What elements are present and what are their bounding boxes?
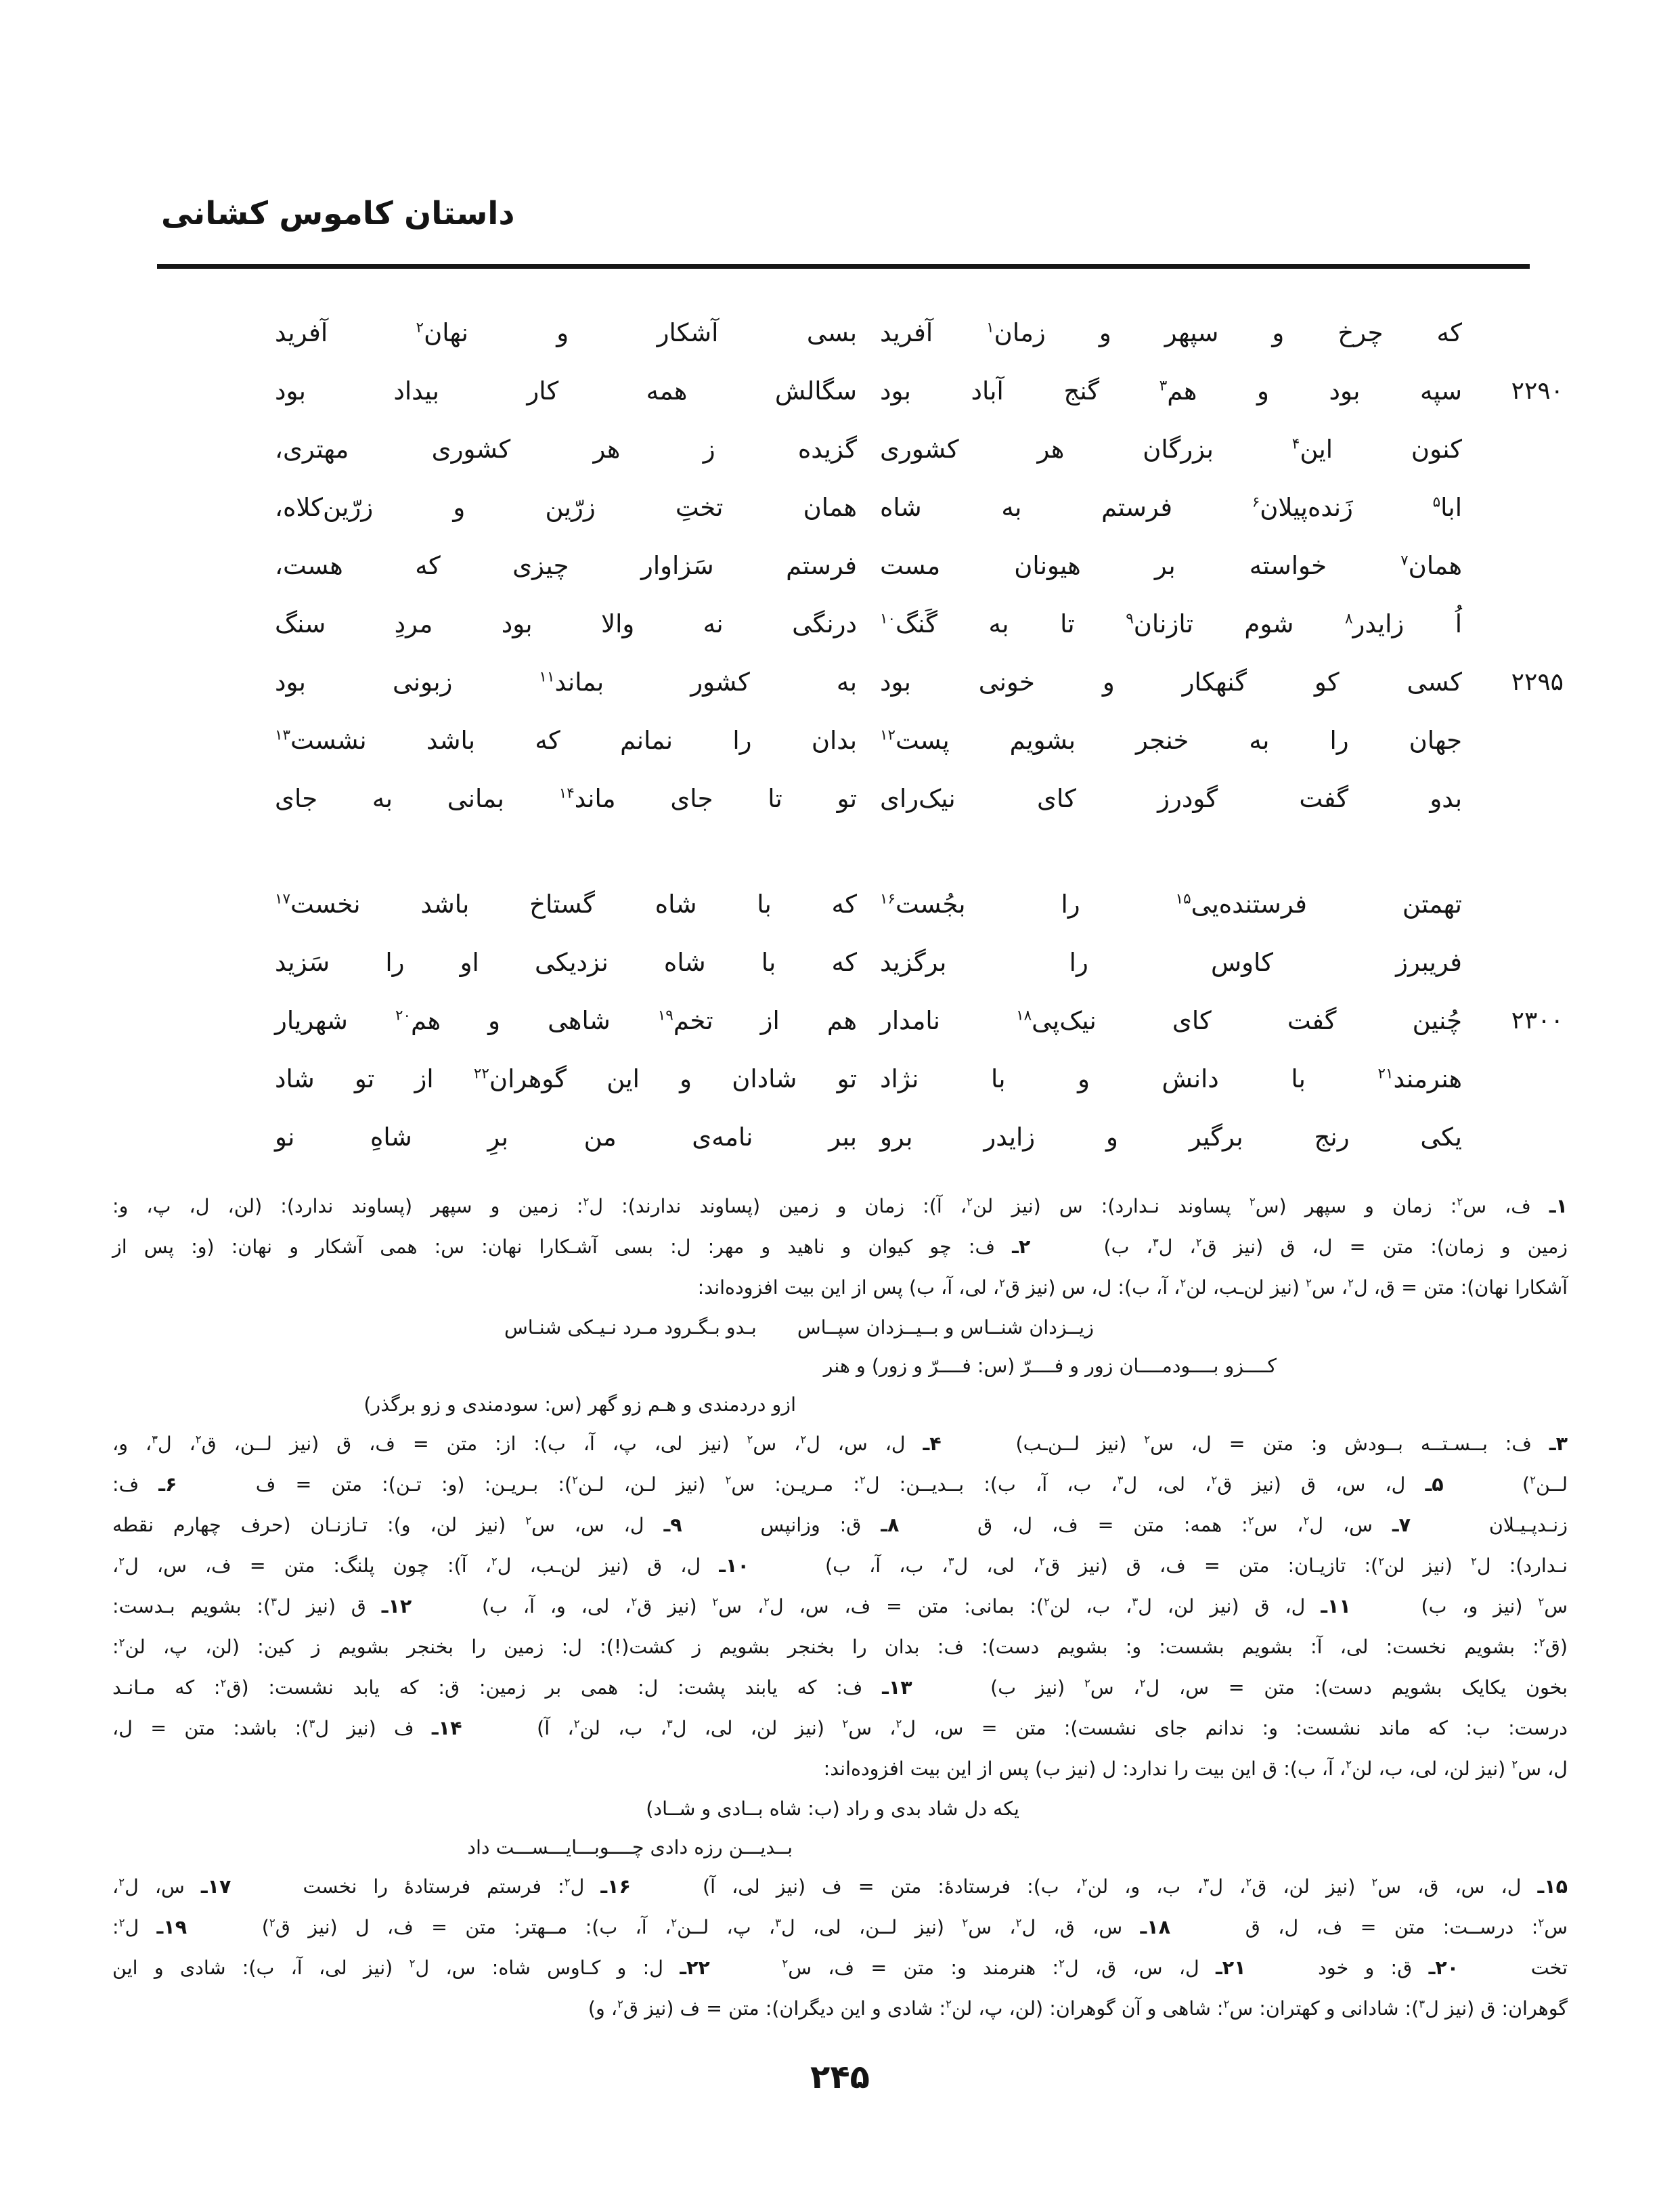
verse-row [264,478,1564,536]
hemistich-left: فرستم سَزاوار چیزی که هست، [275,550,857,580]
footnote-line: س$^۲$ (نیز و، ب) ۱۱ـ ل، ق (نیز لن، ل$^۳$، ب، لن$^۲$): بمانی: متن = ف، س، ل$^۲$، س$^۲$ (نیز ق$^۲$، لی، و، آ، ب) ۱۲ـ ق (نیز ل$^۳$): بشویم بـدست: [112,1595,1568,1617]
verse-row [264,711,1564,769]
footnote-line: درست: ب: که ماند نشست: و: ندانم جای نشست): متن = س، ل$^۲$، س$^۲$ (نیز لن، لی، ل$^۳$، ب، لن$^۲$، آ) ۱۴ـ ف (نیز ل$^۳$): باشد: متن = ل، [112,1717,1568,1739]
verse-row [264,420,1564,478]
verse-row [264,536,1564,594]
verse-row [264,362,1564,420]
poem [264,303,1564,1166]
footnote-line: ۱۵ـ ل، س، ق، س$^۲$ (نیز لن، ق$^۲$، ل$^۳$، ب، و، لن$^۲$، ب): فرستادهٔ: متن = ف (نیز لی، آ) ۱۶ـ ل$^۲$: فرستم فرستادهٔ را نخست ۱۷ـ س، ل$^۲$، [112,1875,1568,1898]
verse-row [264,769,1564,827]
verse-row [264,594,1564,653]
hemistich-right: بدو گفت گودرز کای نیک‌رای [880,783,1462,813]
hemistich-left: به کشور بماند$^{۱۱}$ زبونی بود [275,667,857,697]
apparatus-added-verse: ازو دردمندی و هـم زو گهر (س: سودمندی و زو برگذر) [363,1393,796,1416]
footnote-line: ۳ـ ف: بــسـتــه بــودش و: متن = ل، س$^۲$ (نیز لــن‌ـب) ۴ـ ل، س، ل$^۲$، س$^۲$ (نیز لی، پ، آ، ب): از: متن = ف، ق (نیز لــن، ق$^۲$، ل$^۳$، و، [112,1433,1568,1455]
verse-row [264,1108,1564,1166]
footnote-line: ۱ـ ف، س$^۲$: زمان و سپهر (س$^۲$ پساوند نـدارد): س (نیز لن$^۲$، آ): زمان و زمین (پساوند ندارند): ل$^۲$: زمین و سپهر (پساوند ندارد): (لن، ل، پ، و: [112,1195,1568,1217]
verse-number: ۲۲۹۵ [1511,668,1564,696]
hemistich-left: که با شاه گستاخ باشد نخست$^{۱۷}$ [275,889,857,919]
apparatus-hemistich-right: زیــزدان شنــاس و بــیــزدان سپــاس [797,1316,1094,1338]
footnote-line: آشکارا نهان): متن = ق، ل$^۲$، س$^۲$ (نیز لن‌ـب، لن$^۲$، آ، ب): ل، س (نیز ق$^۲$، لی، آ، ب) پس از این بیت افزوده‌اند: [697,1276,1568,1299]
critical-apparatus [112,1186,1568,2029]
hemistich-left: گزیده ز هر کشوری مهتری، [275,434,857,464]
hemistich-right: اُ زایدر$^۸$ شوم تازنان$^۹$ تا به گَنگ$^{۱۰}$ [880,609,1463,638]
hemistich-right: جهان را به خنجر بشویم پست$^{۱۲}$ [880,725,1462,755]
verse-row [264,1049,1564,1108]
hemistich-left: هم از تخم$^{۱۹}$ شاهی و هم$^{۲۰}$ شهریار [275,1005,857,1035]
footnote-line: گوهران: ق (نیز ل$^۳$): شادانی و کهتران: س$^۲$: شاهی و آن گوهران: (لن، پ، لن$^۲$: شادی و این دیگران): متن = ف (نیز ق$^۲$، و) [588,1997,1568,2020]
verse-row [264,875,1564,933]
hemistich-left: ببر نامه‌ی من برِ شاهِ نو [275,1122,857,1152]
footnote-line: س$^۲$: درســت: متن = ف، ل، ق ۱۸ـ س، ق، ل$^۲$، س$^۲$ (نیز لــن، لی، ل$^۳$، پ، لــن$^۲$، آ، ب): مــهتر: متن = ف، ل (نیز ق$^۲$) ۱۹ـ ل$^۲$: [112,1916,1568,1938]
footnote-line: بخون یکایک بشویم دست): متن = س، ل$^۲$، س$^۲$ (نیز ب) ۱۳ـ ف: که یابند پشت: ل: همی بر زمین: ق: که یابد نشست: (ق$^۲$: که مـانـد [112,1676,1568,1699]
hemistich-right: یکی رنج برگیر و زایدر برو [880,1122,1462,1152]
stanza [264,875,1564,1166]
verse-row [264,303,1564,362]
hemistich-right: که چرخ و سپهر و زمان$^۱$ آفرید [880,318,1462,347]
hemistich-right: هنرمند$^{۲۱}$ با دانش و با نژاد [880,1064,1462,1093]
page-number: ۲۴۵ [810,2058,870,2096]
hemistich-left: که با شاه نزدیکی او را سَزید [275,947,857,977]
hemistich-left: تو تا جای ماند$^{۱۴}$ بمانی به جای [275,783,858,813]
hemistich-left: بسی آشکار و نهان$^۲$ آفرید [275,318,857,347]
header-rule [157,264,1530,269]
footnote-line: ل، س$^۲$ (نیز لن، لی، ب، لن$^۲$، آ، ب): ق این بیت را ندارد: ل (نیز ب) پس از این بیت افزوده‌اند: [823,1758,1568,1780]
verse-row [264,933,1564,991]
hemistich-left: سگالش همه کار بیداد بود [275,376,857,406]
hemistich-left: تو شادان و این گوهران$^{۲۲}$ از تو شاد [275,1064,857,1093]
footnote-line: تخت ۲۰ـ ق: و خود ۲۱ـ ل، س، ق، ل$^۲$: هنرمند و: متن = ف، س$^۲$ ۲۲ـ ل: و کـاوس شاه: س، ل$^۲$ (نیز لی، آ، ب): شادی و این [112,1957,1568,1979]
hemistich-left: درنگی نه والا بود مردِ سنگ [275,609,857,638]
footnote-line: زمین و زمان): متن = ل، ق (نیز ق$^۲$، ل$^۳$، ب) ۲ـ ف: چو کیوان و ناهید و مهر: ل: بسی آشـکارا نهان: س: همی آشکار و نهان: (و: پس از [112,1236,1568,1258]
hemistich-right: سپه بود و هم$^۳$ گنج آباد بود [880,376,1462,406]
apparatus-added-verse: کــــزو بــــودمــــان زور و فــــرّ (س: فــــرّ و زور) و هنر [823,1355,1277,1377]
apparatus-hemistich-left: بـدو بـگـرود مـرد نـیـکی شنـاس [504,1316,757,1338]
running-title: داستان کاموس کشانی [161,195,515,232]
hemistich-right: فریبرز کاوس را برگزید [880,947,1462,977]
hemistich-left: همان تختِ زرّین و زرّین‌کلاه، [275,492,857,522]
hemistich-right: تهمتن فرستنده‌یی$^{۱۵}$ را بجُست$^{۱۶}$ [880,889,1462,919]
hemistich-right: کسی کو گنهکار و خونی بود [880,667,1462,697]
verse-number: ۲۳۰۰ [1511,1006,1564,1035]
footnote-line: نـدارد): ل$^۲$ (نیز لن$^۲$): تازیـان: متن = ف، ق (نیز ق$^۲$، لی، ل$^۳$، ب، آ، ب) ۱۰ـ ل، ق (نیز لن‌ـب، ل$^۲$، آ): چون پلنگ: متن = ف، س، ل$^۲$، [112,1554,1568,1577]
hemistich-right: همان$^۷$ خواسته بر هیونان مست [880,550,1462,580]
footnote-line: (ق$^۲$: بشویم نخست: لی، آ: بشویم بشست: و: بشویم دست): ف: بدان را بخنجر بشویم ز کشت(!): ل: زمین را بخنجر بشویم ز کین: (لن، پ، لن$^۲$: [112,1636,1568,1658]
apparatus-added-verse: یکه دل شاد بدی و راد (ب: شاه بــادی و شــاد) [646,1798,1019,1820]
stanza [264,303,1564,827]
footnote-line: زنـدپـيـلان ۷ـ س، ل$^۲$، س$^۲$: همه: متن = ف، ل، ق ۸ـ ق: وزانپس ۹ـ ل، س، س$^۲$ (نیز لن، و): تـازنـان (حرف چهارم نقطه [112,1514,1568,1536]
verse-number: ۲۲۹۰ [1511,376,1564,405]
hemistich-right: چُنین گفت کای نیک‌پی$^{۱۸}$ نامدار [880,1005,1462,1035]
hemistich-right: ابا$^۵$ زَنده‌پیلان$^۶$ فرستم به شاه [880,492,1462,522]
apparatus-added-couplet [112,1308,1094,1347]
verse-row [264,653,1564,711]
footnote-line: لــن$^۲$) ۵ـ ل، س، ق (نیز ق$^۲$، لی، ل$^۳$، ب، آ، ب): بــديــن: ل$^۲$: مـريـن: س$^۲$ (نیز لـن، لـن$^۲$): بـريـن: (و: تـن): متن = ف ۶ـ ف: [112,1473,1568,1496]
hemistich-left: بدان را نمانم که باشد نشست$^{۱۳}$ [275,725,857,755]
apparatus-added-verse: بــديـــن رزه دادی چــــوبـــايـــســـت داد [467,1836,793,1858]
hemistich-right: کنون این$^۴$ بزرگان هر کشوری [880,434,1462,464]
verse-row [264,991,1564,1049]
